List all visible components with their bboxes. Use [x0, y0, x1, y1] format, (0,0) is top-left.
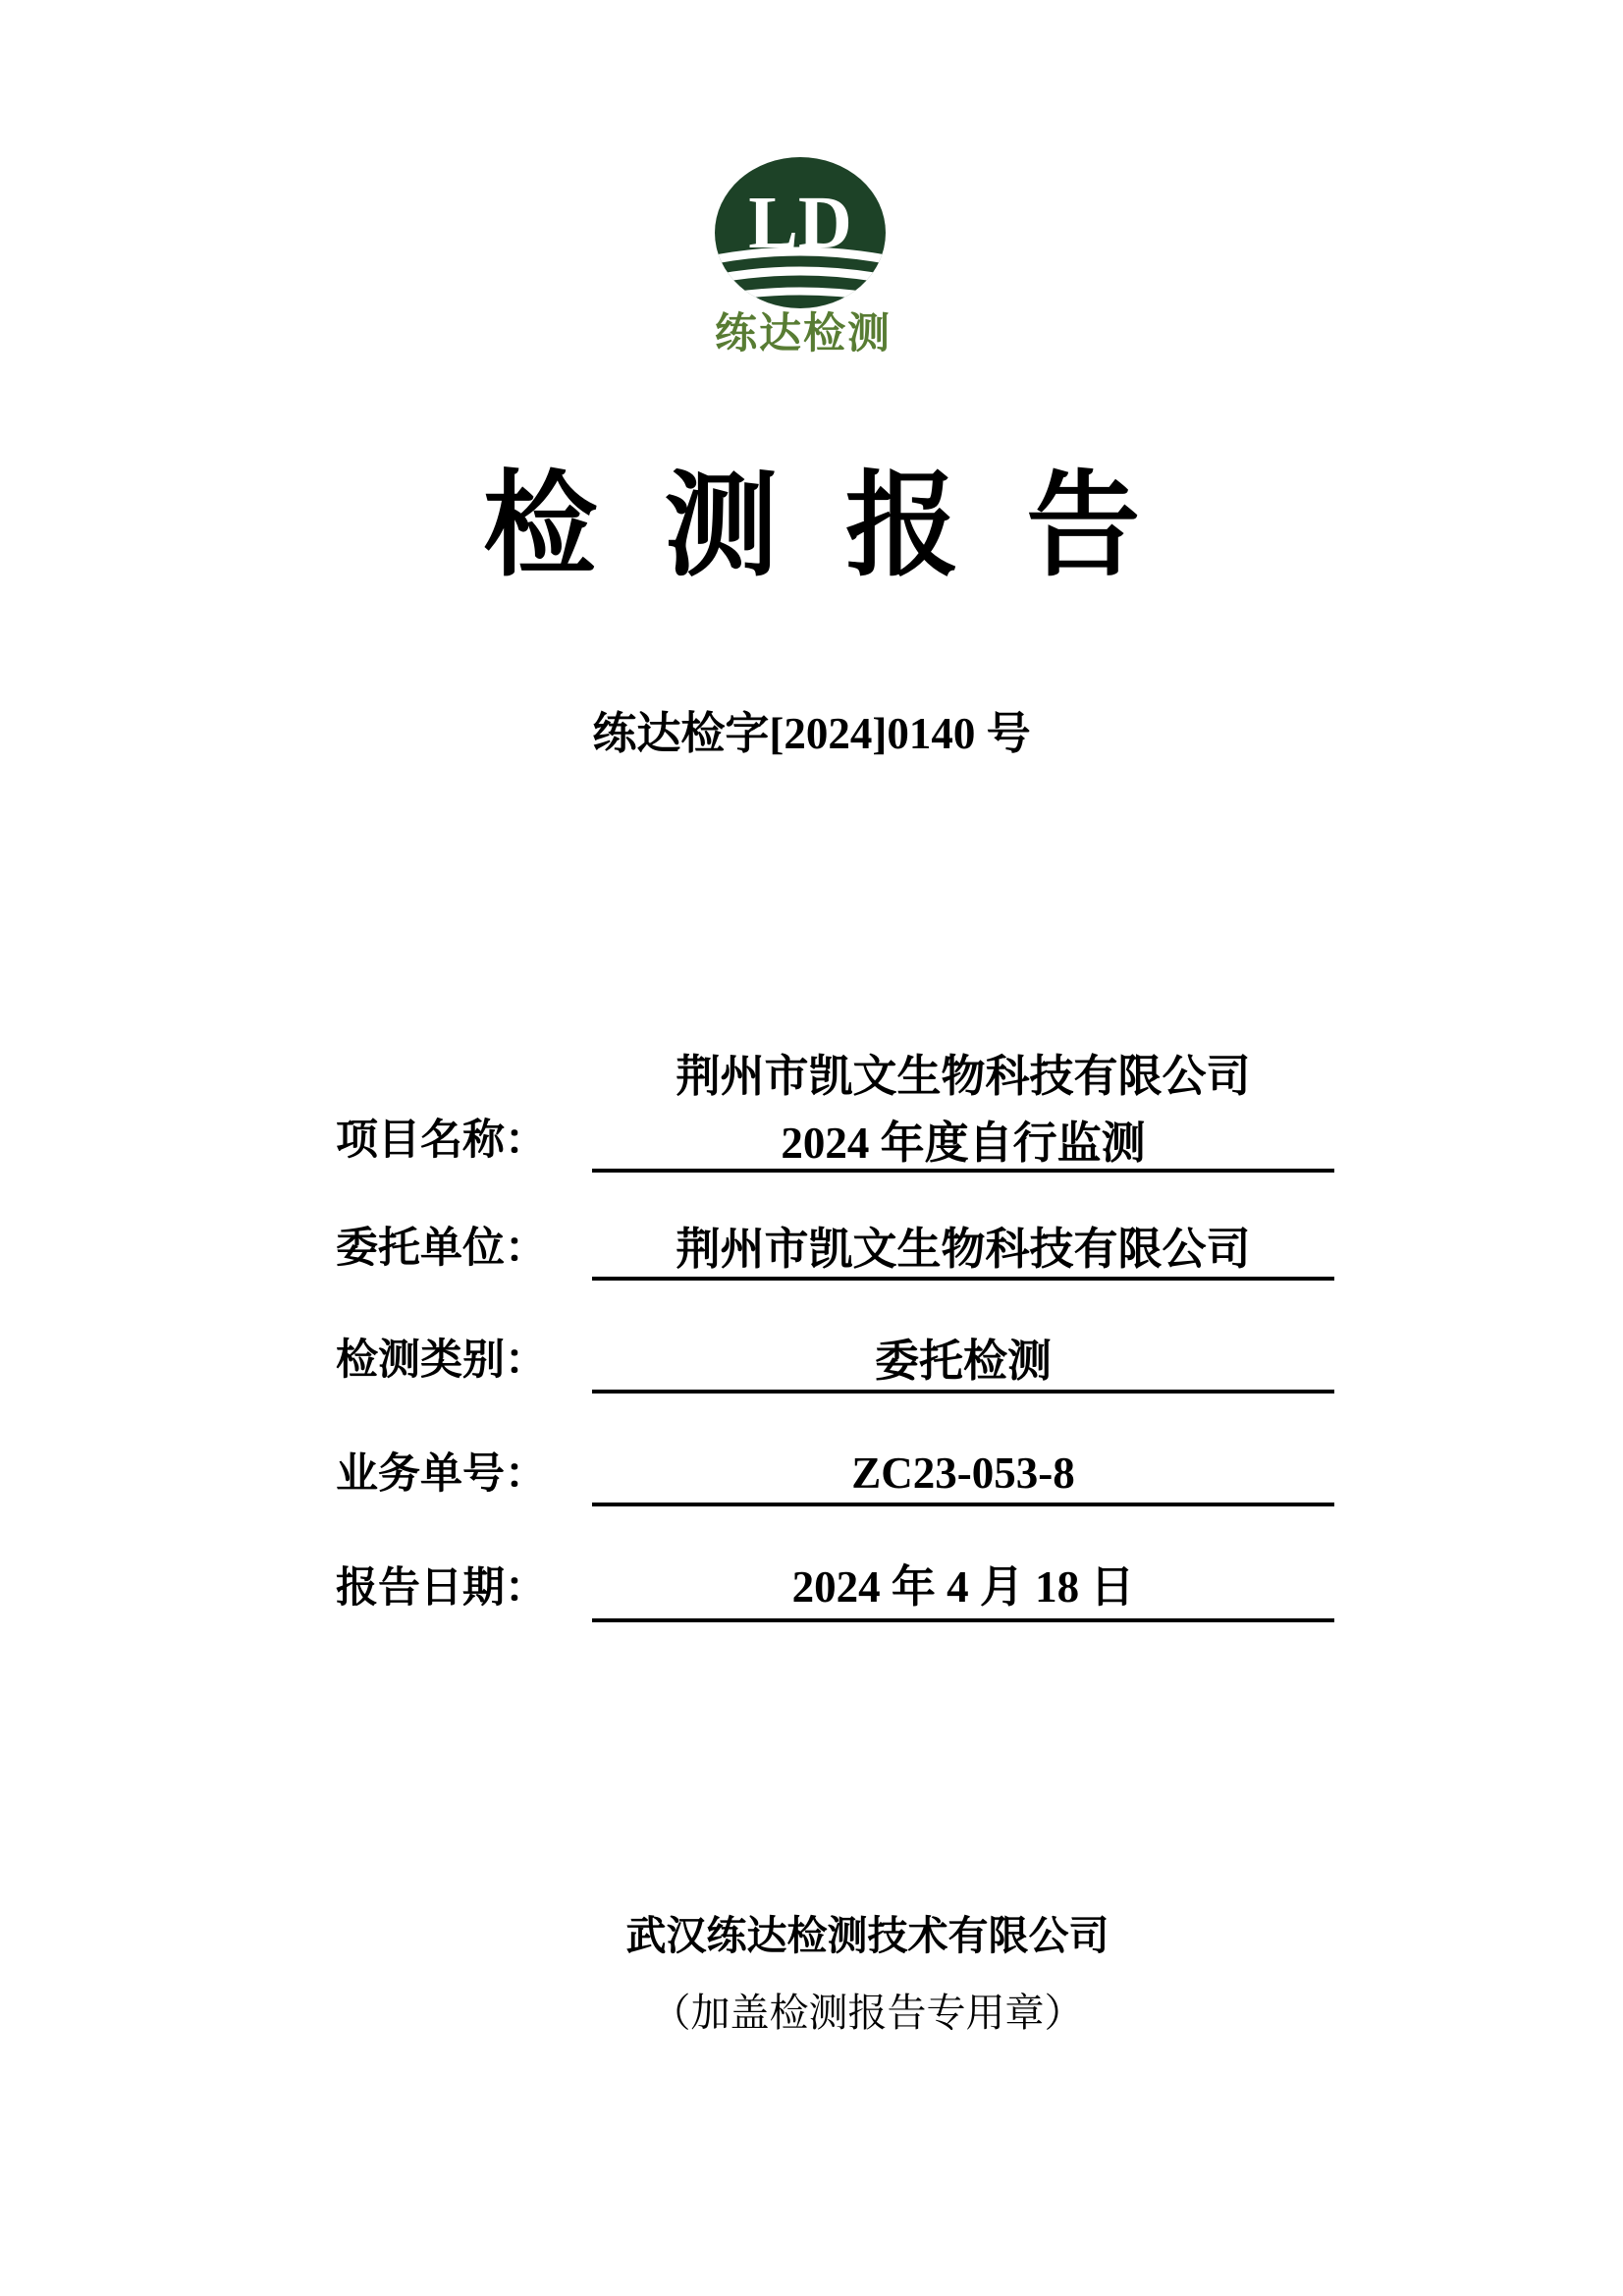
- report-number: 练达检字[2024]0140 号: [592, 709, 1031, 758]
- field-label-test-category: 检测类别：: [336, 1337, 547, 1384]
- logo-brand-text: 练达检测: [715, 311, 892, 357]
- field-underline-order-number: [592, 1503, 1334, 1506]
- footer-seal-note: （加盖检测报告专用章）: [651, 1991, 1084, 2035]
- field-value-order-number: ZC23-053-8: [851, 1449, 1075, 1498]
- field-label-report-date: 报告日期：: [336, 1564, 547, 1612]
- field-underline-project-name: [592, 1169, 1334, 1173]
- field-value-project-name-line1: 荆州市凯文生物科技有限公司: [676, 1052, 1251, 1101]
- page-title: 检 测 报 告: [482, 465, 1161, 590]
- field-value-test-category: 委托检测: [874, 1337, 1052, 1386]
- field-label-project-name: 项目名称：: [336, 1117, 547, 1164]
- field-value-client: 荆州市凯文生物科技有限公司: [676, 1225, 1251, 1274]
- field-underline-client: [592, 1277, 1334, 1281]
- ld-logo-icon: [715, 157, 886, 308]
- logo-monogram-text: LD: [748, 182, 852, 264]
- ld-logo-svg: [715, 157, 886, 308]
- field-underline-report-date: [592, 1618, 1334, 1622]
- field-value-report-date: 2024 年 4 月 18 日: [791, 1562, 1135, 1612]
- field-label-client: 委托单位：: [336, 1225, 547, 1272]
- field-label-order-number: 业务单号：: [336, 1450, 547, 1498]
- field-underline-test-category: [592, 1390, 1334, 1394]
- field-value-project-name-line2: 2024 年度自行监测: [781, 1119, 1146, 1168]
- footer-company-name: 武汉练达检测技术有限公司: [625, 1913, 1109, 1958]
